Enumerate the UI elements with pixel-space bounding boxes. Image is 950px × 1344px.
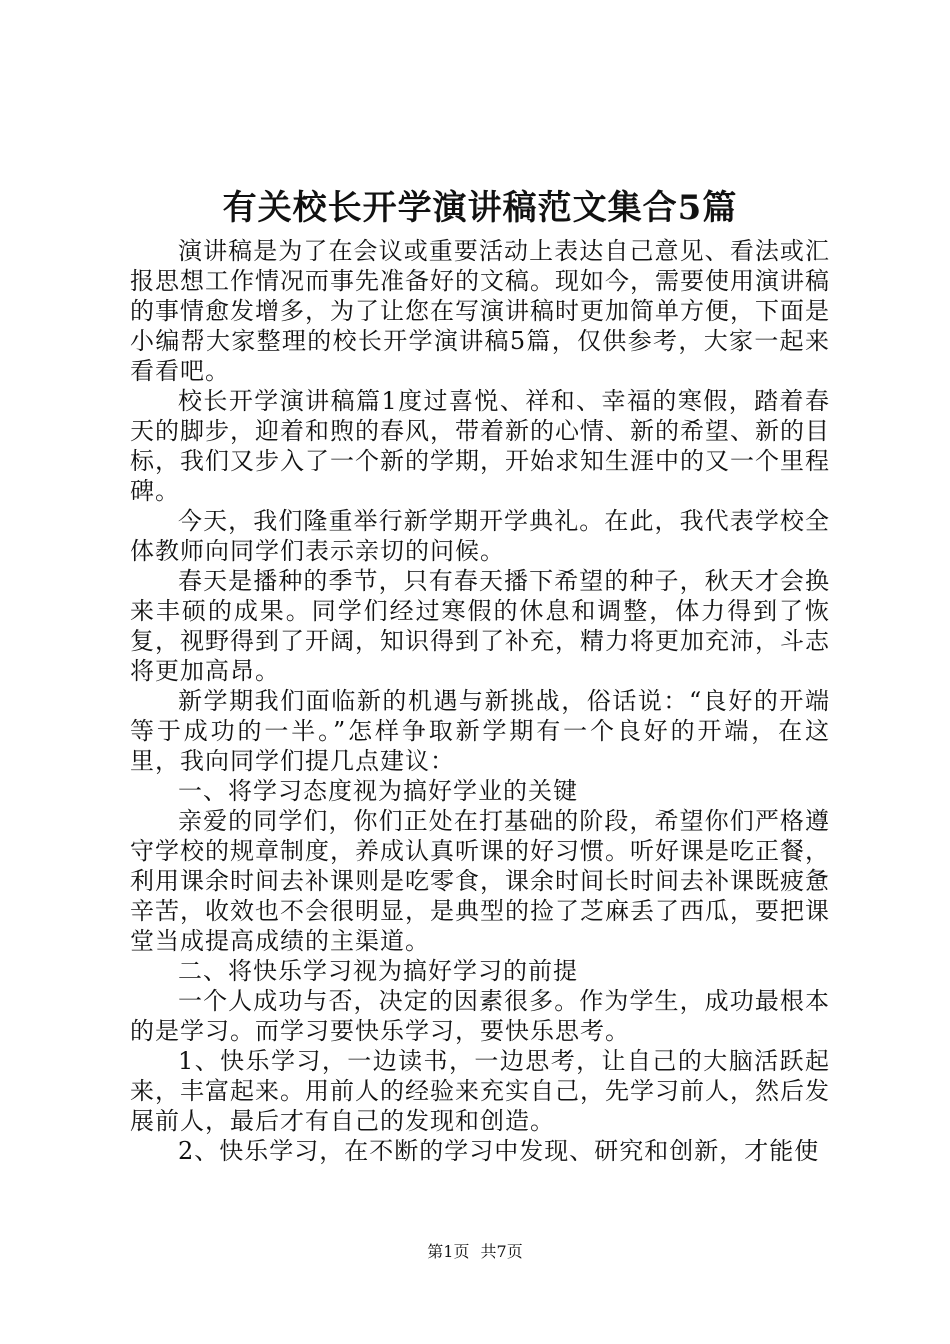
document-title: 有关校长开学演讲稿范文集合5篇 [222,188,738,228]
section-heading-1: 一、将学习态度视为搞好学业的关键 [178,777,578,805]
paragraph-new-semester: 新学期我们面临新的机遇与新挑战，俗话说：“良好的开端等于成功的一半。”怎样争取新学期有一个良好的开端，在这里，我向同学们提几点建议： [130,687,830,775]
page-footer [0,1242,950,1262]
paragraph-spring: 春天是播种的季节，只有春天播下希望的种子，秋天才会换来丰硕的成果。同学们经过寒假的休息和调整，体力得到了恢复，视野得到了开阔，知识得到了补充，精力将更加充沛，斗志将更加高昂。 [130,567,830,685]
paragraph-success: 一个人成功与否，决定的因素很多。作为学生，成功最根本的是学习。而学习要快乐学习，要快乐思考。 [130,987,830,1045]
paragraph-study-attitude: 亲爱的同学们，你们正处在打基础的阶段，希望你们严格遵守学校的规章制度，养成认真听课的好习惯。听好课是吃正餐，利用课余时间去补课则是吃零食，课余时间长时间去补课既疲惫辛苦，收效也不会很明显，是典型的捡了芝麻丢了西瓜，要把课堂当成提高成绩的主渠道。 [130,807,830,955]
document-body [130,236,830,1166]
page-number: 第1页 [427,1242,470,1261]
page-total: 共7页 [480,1242,523,1261]
list-item-1: 1、快乐学习，一边读书，一边思考，让自己的大脑活跃起来，丰富起来。用前人的经验来充实自己，先学习前人，然后发展前人，最后才有自己的发现和创造。 [130,1047,830,1135]
paragraph-speech-1-opening: 校长开学演讲稿篇1度过喜悦、祥和、幸福的寒假，踏着春天的脚步，迎着和煦的春风，带着新的心情、新的希望、新的目标，我们又步入了一个新的学期，开始求知生涯中的又一个里程碑。 [130,387,830,505]
paragraph-intro: 演讲稿是为了在会议或重要活动上表达自己意见、看法或汇报思想工作情况而事先准备好的文稿。现如今，需要使用演讲稿的事情愈发增多，为了让您在写演讲稿时更加简单方便，下面是小编帮大家整理的校长开学演讲稿5篇，仅供参考，大家一起来看看吧。 [130,237,830,385]
list-item-2: 2、快乐学习，在不断的学习中发现、研究和创新，才能使 [178,1137,820,1165]
paragraph-greeting: 今天，我们隆重举行新学期开学典礼。在此，我代表学校全体教师向同学们表示亲切的问候。 [130,507,830,565]
section-heading-2: 二、将快乐学习视为搞好学习的前提 [178,957,578,985]
